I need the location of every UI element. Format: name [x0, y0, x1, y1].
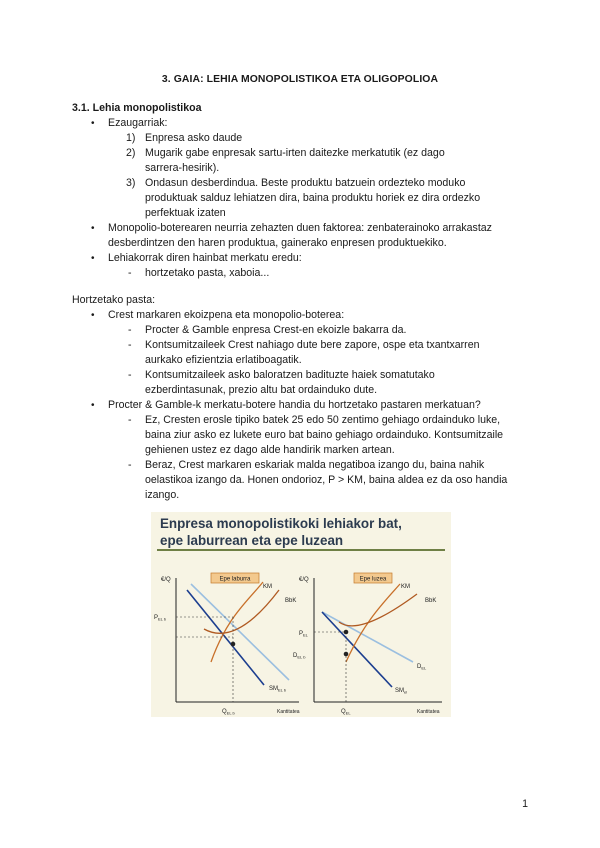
price-label: $P_{EL}$: [299, 631, 308, 638]
list-text: Ondasun desberdindua. Beste produktu batzuein ordezteko moduko: [145, 177, 466, 189]
equilibrium-point: [231, 642, 236, 647]
bullet-item: [108, 116, 167, 131]
bullet-item: [108, 308, 344, 323]
demand-label: $D_{EL b}$: [293, 653, 306, 660]
quantity-label: $Q_{EL b}$: [222, 709, 235, 716]
chapter-title: 3. GAIA: LEHIA MONOPOLISTIKOA ETA OLIGOPOLIOA: [161, 74, 439, 85]
quantity-label: $Q_{EL}$: [341, 709, 351, 716]
numbered-item-continuation: produktuak salduz lehiatzen dira, baina produktu horiek ez dira ordezko: [145, 192, 481, 204]
panel-label: Epe luzea: [359, 576, 387, 583]
bullet-continuation: desberdintzen den haren produktua, gainerako enpresen produktuekiko.: [108, 237, 447, 249]
y-axis-label: €/Q: [299, 577, 309, 583]
dash-item: [145, 458, 484, 473]
short-run-graph: [154, 573, 306, 716]
bbk-label: BbK: [285, 598, 297, 604]
marginal-revenue-curve: [187, 590, 264, 685]
dash-text: Kontsumitzaileek Crest nahiago dute bere zapore, ospe eta txantxarren: [145, 339, 480, 351]
x-axis-label: Kantitatea: [417, 709, 440, 715]
list-text: Mugarik gabe enpresak sartu-irten daitezke merkatutik (ez dago: [145, 147, 445, 159]
dash-text: Kontsumitzaileek asko baloratzen badituzte haiek somatutako: [145, 369, 435, 381]
tangency-point: [344, 630, 349, 635]
long-run-graph: [299, 573, 442, 716]
dash-item: [145, 338, 480, 353]
bbk-label: BbK: [425, 598, 437, 604]
km-label: KM: [401, 584, 410, 590]
price-label: $P_{EL b}$: [154, 615, 167, 622]
numbered-item-continuation: sarrera-hesirik).: [145, 162, 220, 174]
demand-curve: [191, 584, 289, 680]
list-number: 2): [126, 147, 136, 159]
dash-continuation: baina ziur asko ez lukete euro bat baino gehiago ordainduko. Kontsumitzaile: [145, 429, 504, 441]
economics-figure: [151, 512, 451, 717]
dash-text: hortzetako pasta, xaboia...: [145, 267, 270, 279]
mr-label: $SM_{EL b}$: [269, 686, 287, 693]
paragraph-heading: Hortzetako pasta:: [72, 294, 156, 306]
average-cost-curve: [204, 590, 279, 633]
dash-continuation: gehienen ustez ez dago alde handirik marken artean.: [145, 444, 395, 456]
mr-label: $SM_{el}$: [395, 688, 408, 695]
dash-text: Ez, Cresten erosle tipiko batek 25 edo 50 zentimo gehiago ordainduko luke,: [145, 414, 501, 426]
list-number: 1): [126, 132, 136, 144]
bullet-text: Procter & Gamble-k merkatu-botere handia du hortzetako pastaren merkatuan?: [108, 399, 481, 411]
dash-item: [145, 413, 500, 428]
y-axis-label: €/Q: [161, 577, 171, 583]
numbered-item-continuation: perfektuak izaten: [145, 207, 226, 219]
bullet-text: Lehiakorrak diren hainbat merkatu eredu:: [108, 252, 302, 264]
bullet-text: Monopolio-boterearen neurria zehazten duen faktorea: zenbaterainoko arrakastaz: [108, 222, 492, 234]
dash-item: [145, 368, 435, 383]
dash-text: Beraz, Crest markaren eskariak malda negatiboa izango du, baina nahik: [145, 459, 485, 471]
marginal-revenue-curve: [322, 612, 392, 687]
list-number: 3): [126, 177, 136, 189]
dash-item: [145, 323, 406, 338]
page-number: 1: [522, 798, 528, 810]
dash-continuation: izango.: [145, 489, 180, 501]
list-text: Enpresa asko daude: [145, 132, 243, 144]
km-label: KM: [263, 584, 272, 590]
section-heading: 3.1. Lehia monopolistikoa: [72, 102, 202, 114]
bullet-text: Ezaugarriak:: [108, 117, 168, 129]
x-axis-label: Kantitatea: [277, 709, 300, 715]
figure-title-line1: Enpresa monopolistikoki lehiakor bat,: [160, 516, 402, 531]
mr-mc-point: [344, 652, 349, 657]
dash-item: [145, 266, 269, 281]
numbered-item: [126, 176, 466, 191]
figure-graphs: [151, 512, 451, 717]
dash-continuation: oelastikoa izango da. Honen ondorioz, P > KM, baina aldea ez da oso handia: [145, 474, 508, 486]
dash-continuation: ezberdintasunak, prezio altu bat ordainduko dute.: [145, 384, 378, 396]
numbered-item: [126, 131, 243, 146]
demand-label: $D_{EL}$: [417, 664, 427, 671]
bullet-item: [108, 251, 302, 266]
demand-curve: [322, 612, 413, 662]
figure-title-line2: epe laburrean eta epe luzean: [160, 532, 344, 548]
marginal-cost-curve: [211, 582, 263, 662]
dash-continuation: aurkako efizientzia erlatiboagatik.: [145, 354, 302, 366]
bullet-item: [108, 398, 481, 413]
bullet-text: Crest markaren ekoizpena eta monopolio-boterea:: [108, 309, 345, 321]
dash-text: Procter & Gamble enpresa Crest-en ekoizle bakarra da.: [145, 324, 407, 336]
bullet-item: [108, 221, 492, 236]
numbered-item: [126, 146, 445, 161]
panel-label: Epe laburra: [219, 576, 251, 583]
